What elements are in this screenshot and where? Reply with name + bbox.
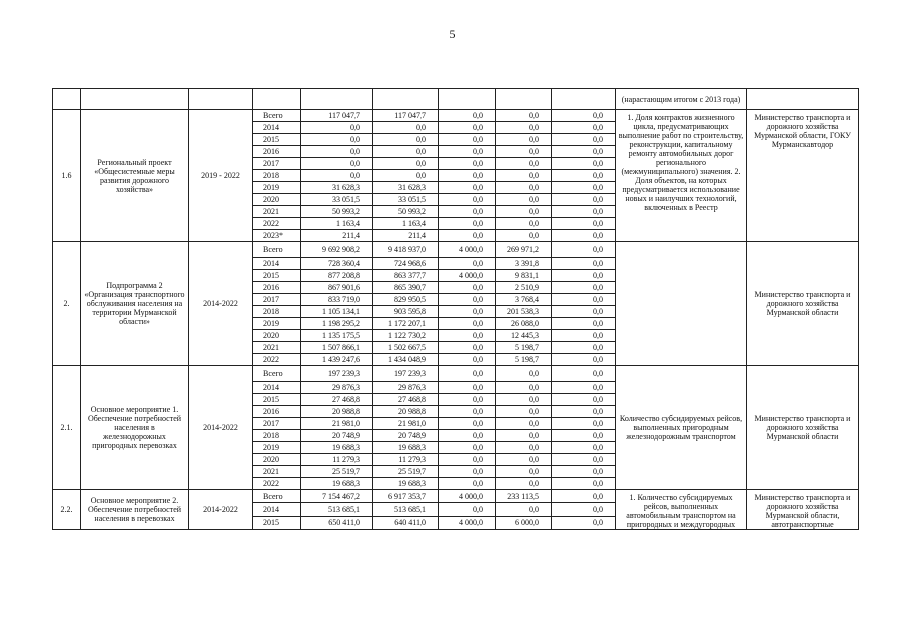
indicator-cell: 1. Количество субсидируемых рейсов, выполненных автомобильным транспортом на пригородных и междугородных	[616, 490, 747, 530]
value-cell: 4 000,0	[439, 270, 496, 282]
value-cell: 0,0	[439, 478, 496, 490]
value-cell: 31 628,3	[301, 182, 373, 194]
value-cell: 0,0	[552, 122, 616, 134]
year-cell: 2021	[253, 342, 301, 354]
value-cell: 1 434 048,9	[373, 354, 439, 366]
value-cell: 1 122 730,2	[373, 330, 439, 342]
value-cell: 0,0	[439, 258, 496, 270]
value-cell: 0,0	[552, 454, 616, 466]
value-cell: 0,0	[552, 194, 616, 206]
year-cell: 2014	[253, 503, 301, 516]
value-cell: 233 113,5	[496, 490, 552, 503]
executor-cell: Министерство транспорта и дорожного хозяйства Мурманской области	[747, 242, 859, 366]
value-cell: 0,0	[439, 318, 496, 330]
value-cell: 0,0	[552, 406, 616, 418]
value-cell: 0,0	[552, 230, 616, 242]
value-cell: 1 198 295,2	[301, 318, 373, 330]
period: 2014-2022	[189, 366, 253, 490]
value-cell: 0,0	[552, 503, 616, 516]
value-cell: 0,0	[552, 170, 616, 182]
value-cell: 0,0	[552, 306, 616, 318]
value-cell: 0,0	[301, 122, 373, 134]
indicator-continuation: (нарастающим итогом с 2013 года)	[616, 89, 747, 110]
value-cell: 0,0	[439, 306, 496, 318]
value-cell: 19 688,3	[373, 442, 439, 454]
value-cell: 0,0	[496, 442, 552, 454]
value-cell: 0,0	[496, 170, 552, 182]
value-cell: 0,0	[552, 218, 616, 230]
value-cell: 9 831,1	[496, 270, 552, 282]
value-cell: 269 971,2	[496, 242, 552, 258]
value-cell: 0,0	[552, 270, 616, 282]
header-continuation-row	[53, 89, 859, 110]
value-cell: 0,0	[496, 382, 552, 394]
value-cell: 0,0	[496, 466, 552, 478]
value-cell: 1 163,4	[373, 218, 439, 230]
value-cell: 0,0	[552, 516, 616, 529]
indicator-cell: Количество субсидируемых рейсов, выполненных пригородным железнодорожным транспортом	[616, 366, 747, 490]
value-cell: 6 000,0	[496, 516, 552, 529]
value-cell: 0,0	[552, 342, 616, 354]
value-cell: 29 876,3	[373, 382, 439, 394]
value-cell: 0,0	[496, 454, 552, 466]
table-row	[53, 490, 859, 503]
year-cell: Всего	[253, 490, 301, 503]
value-cell: 19 688,3	[301, 478, 373, 490]
value-cell: 0,0	[301, 146, 373, 158]
year-cell: 2018	[253, 430, 301, 442]
value-cell: 19 688,3	[373, 478, 439, 490]
value-cell: 21 981,0	[373, 418, 439, 430]
value-cell: 117 047,7	[373, 110, 439, 122]
value-cell: 0,0	[496, 182, 552, 194]
value-cell: 0,0	[439, 182, 496, 194]
value-cell: 0,0	[496, 194, 552, 206]
value-cell: 1 105 134,1	[301, 306, 373, 318]
value-cell: 0,0	[552, 282, 616, 294]
value-cell: 4 000,0	[439, 490, 496, 503]
value-cell: 0,0	[552, 294, 616, 306]
year-cell: Всего	[253, 110, 301, 122]
value-cell: 33 051,5	[373, 194, 439, 206]
year-cell: 2018	[253, 170, 301, 182]
period: 2014-2022	[189, 490, 253, 530]
value-cell: 0,0	[373, 134, 439, 146]
value-cell: 0,0	[496, 418, 552, 430]
value-cell: 1 439 247,6	[301, 354, 373, 366]
value-cell: 0,0	[496, 218, 552, 230]
value-cell: 0,0	[496, 146, 552, 158]
value-cell: 0,0	[552, 182, 616, 194]
value-cell: 0,0	[439, 342, 496, 354]
value-cell: 0,0	[373, 146, 439, 158]
value-cell: 2 510,9	[496, 282, 552, 294]
value-cell: 3 391,8	[496, 258, 552, 270]
value-cell: 0,0	[439, 354, 496, 366]
period: 2014-2022	[189, 242, 253, 366]
value-cell: 26 088,0	[496, 318, 552, 330]
value-cell: 0,0	[439, 503, 496, 516]
year-cell: 2017	[253, 294, 301, 306]
value-cell: 50 993,2	[373, 206, 439, 218]
value-cell: 0,0	[552, 242, 616, 258]
year-cell: 2019	[253, 182, 301, 194]
value-cell: 0,0	[552, 206, 616, 218]
value-cell: 0,0	[496, 230, 552, 242]
value-cell: 865 390,7	[373, 282, 439, 294]
value-cell: 5 198,7	[496, 354, 552, 366]
value-cell: 0,0	[552, 134, 616, 146]
year-cell: 2021	[253, 466, 301, 478]
table-row	[53, 242, 859, 258]
value-cell: 0,0	[552, 490, 616, 503]
year-cell: 2019	[253, 318, 301, 330]
value-cell: 833 719,0	[301, 294, 373, 306]
value-cell: 0,0	[373, 158, 439, 170]
value-cell: 20 988,8	[373, 406, 439, 418]
value-cell: 903 595,8	[373, 306, 439, 318]
value-cell: 0,0	[496, 406, 552, 418]
value-cell: 0,0	[552, 382, 616, 394]
year-cell: 2016	[253, 146, 301, 158]
value-cell: 197 239,3	[301, 366, 373, 382]
indicator-cell	[616, 242, 747, 366]
value-cell: 0,0	[496, 110, 552, 122]
value-cell: 20 748,9	[373, 430, 439, 442]
value-cell: 0,0	[552, 258, 616, 270]
value-cell: 0,0	[439, 382, 496, 394]
year-cell: 2022	[253, 478, 301, 490]
value-cell: 0,0	[496, 158, 552, 170]
year-cell: Всего	[253, 242, 301, 258]
executor-cell: Министерство транспорта и дорожного хозяйства Мурманской области, ГОКУ Мурманскавтодор	[747, 110, 859, 242]
year-cell: 2019	[253, 442, 301, 454]
row-number: 2.	[53, 242, 81, 366]
year-cell: 2014	[253, 122, 301, 134]
value-cell: 117 047,7	[301, 110, 373, 122]
value-cell: 0,0	[373, 122, 439, 134]
year-cell: 2017	[253, 158, 301, 170]
value-cell: 11 279,3	[373, 454, 439, 466]
value-cell: 5 198,7	[496, 342, 552, 354]
value-cell: 11 279,3	[301, 454, 373, 466]
value-cell: 0,0	[552, 394, 616, 406]
value-cell: 0,0	[496, 503, 552, 516]
value-cell: 0,0	[439, 170, 496, 182]
value-cell: 0,0	[373, 170, 439, 182]
value-cell: 0,0	[439, 146, 496, 158]
value-cell: 0,0	[552, 110, 616, 122]
year-cell: 2020	[253, 330, 301, 342]
year-cell: 2020	[253, 454, 301, 466]
value-cell: 20 988,8	[301, 406, 373, 418]
period: 2019 - 2022	[189, 110, 253, 242]
value-cell: 211,4	[373, 230, 439, 242]
value-cell: 1 502 667,5	[373, 342, 439, 354]
value-cell: 0,0	[552, 330, 616, 342]
value-cell: 0,0	[439, 230, 496, 242]
value-cell: 0,0	[439, 454, 496, 466]
value-cell: 0,0	[496, 366, 552, 382]
value-cell: 9 692 908,2	[301, 242, 373, 258]
executor-cell: Министерство транспорта и дорожного хозяйства Мурманской области	[747, 366, 859, 490]
value-cell: 867 901,6	[301, 282, 373, 294]
value-cell: 0,0	[439, 430, 496, 442]
value-cell: 4 000,0	[439, 516, 496, 529]
program-name: Региональный проект «Общесистемные меры развития дорожного хозяйства»	[81, 110, 189, 242]
value-cell: 513 685,1	[301, 503, 373, 516]
year-cell: 2016	[253, 282, 301, 294]
program-name: Основное мероприятие 1. Обеспечение потребностей населения в железнодорожных пригородных перевозках	[81, 366, 189, 490]
value-cell: 1 507 866,1	[301, 342, 373, 354]
value-cell: 0,0	[552, 418, 616, 430]
value-cell: 0,0	[439, 218, 496, 230]
value-cell: 3 768,4	[496, 294, 552, 306]
value-cell: 1 172 207,1	[373, 318, 439, 330]
year-cell: 2015	[253, 134, 301, 146]
value-cell: 0,0	[496, 430, 552, 442]
value-cell: 877 208,8	[301, 270, 373, 282]
year-cell: 2015	[253, 270, 301, 282]
value-cell: 0,0	[439, 466, 496, 478]
value-cell: 1 163,4	[301, 218, 373, 230]
executor-cell: Министерство транспорта и дорожного хозяйства Мурманской области, автотранспортные	[747, 490, 859, 530]
value-cell: 0,0	[496, 134, 552, 146]
value-cell: 25 519,7	[301, 466, 373, 478]
value-cell: 12 445,3	[496, 330, 552, 342]
value-cell: 6 917 353,7	[373, 490, 439, 503]
program-table	[52, 88, 859, 530]
row-number: 1.6	[53, 110, 81, 242]
value-cell: 0,0	[552, 430, 616, 442]
value-cell: 33 051,5	[301, 194, 373, 206]
value-cell: 0,0	[439, 158, 496, 170]
value-cell: 0,0	[496, 394, 552, 406]
value-cell: 197 239,3	[373, 366, 439, 382]
value-cell: 0,0	[439, 442, 496, 454]
year-cell: 2018	[253, 306, 301, 318]
value-cell: 0,0	[496, 122, 552, 134]
value-cell: 0,0	[439, 134, 496, 146]
value-cell: 0,0	[301, 134, 373, 146]
value-cell: 728 360,4	[301, 258, 373, 270]
value-cell: 27 468,8	[373, 394, 439, 406]
program-name: Основное мероприятие 2. Обеспечение потребностей населения в перевозках	[81, 490, 189, 530]
value-cell: 0,0	[552, 146, 616, 158]
value-cell: 4 000,0	[439, 242, 496, 258]
indicator-cell: 1. Доля контрактов жизненного цикла, предусматривающих выполнение работ по строительству, реконструкции, капитальному ремонту автомобильных дорог регионального (межмуниципального) значения. 2. Доля объектов, на которых предусматривается использование новых и наилучших технологий, включенных в Реестр	[616, 110, 747, 242]
table-row	[53, 110, 859, 122]
value-cell: 0,0	[439, 206, 496, 218]
value-cell: 650 411,0	[301, 516, 373, 529]
year-cell: 2020	[253, 194, 301, 206]
value-cell: 0,0	[439, 406, 496, 418]
value-cell: 21 981,0	[301, 418, 373, 430]
value-cell: 0,0	[552, 466, 616, 478]
value-cell: 0,0	[552, 354, 616, 366]
value-cell: 0,0	[439, 282, 496, 294]
year-cell: 2014	[253, 258, 301, 270]
value-cell: 27 468,8	[301, 394, 373, 406]
value-cell: 0,0	[496, 206, 552, 218]
year-cell: 2021	[253, 206, 301, 218]
year-cell: 2015	[253, 394, 301, 406]
value-cell: 0,0	[301, 170, 373, 182]
value-cell: 0,0	[496, 478, 552, 490]
value-cell: 829 950,5	[373, 294, 439, 306]
year-cell: 2023*	[253, 230, 301, 242]
year-cell: 2017	[253, 418, 301, 430]
value-cell: 0,0	[552, 318, 616, 330]
value-cell: 9 418 937,0	[373, 242, 439, 258]
value-cell: 201 538,3	[496, 306, 552, 318]
year-cell: 2016	[253, 406, 301, 418]
year-cell: 2022	[253, 218, 301, 230]
value-cell: 640 411,0	[373, 516, 439, 529]
value-cell: 0,0	[552, 366, 616, 382]
value-cell: 19 688,3	[301, 442, 373, 454]
value-cell: 29 876,3	[301, 382, 373, 394]
value-cell: 0,0	[439, 294, 496, 306]
value-cell: 0,0	[552, 158, 616, 170]
value-cell: 0,0	[439, 194, 496, 206]
value-cell: 20 748,9	[301, 430, 373, 442]
value-cell: 31 628,3	[373, 182, 439, 194]
program-name: Подпрограмма 2 «Организация транспортного обслуживания населения на территории Мурманской области»	[81, 242, 189, 366]
value-cell: 724 968,6	[373, 258, 439, 270]
value-cell: 0,0	[552, 478, 616, 490]
value-cell: 7 154 467,2	[301, 490, 373, 503]
value-cell: 0,0	[439, 122, 496, 134]
value-cell: 0,0	[552, 442, 616, 454]
row-number: 2.1.	[53, 366, 81, 490]
value-cell: 1 135 175,5	[301, 330, 373, 342]
year-cell: 2014	[253, 382, 301, 394]
table-row	[53, 366, 859, 382]
value-cell: 513 685,1	[373, 503, 439, 516]
value-cell: 0,0	[439, 366, 496, 382]
page-number: 5	[449, 27, 456, 41]
row-number: 2.2.	[53, 490, 81, 530]
value-cell: 25 519,7	[373, 466, 439, 478]
year-cell: Всего	[253, 366, 301, 382]
value-cell: 50 993,2	[301, 206, 373, 218]
year-cell: 2015	[253, 516, 301, 529]
value-cell: 0,0	[301, 158, 373, 170]
value-cell: 0,0	[439, 110, 496, 122]
value-cell: 0,0	[439, 330, 496, 342]
value-cell: 0,0	[439, 418, 496, 430]
value-cell: 0,0	[439, 394, 496, 406]
value-cell: 863 377,7	[373, 270, 439, 282]
value-cell: 211,4	[301, 230, 373, 242]
year-cell: 2022	[253, 354, 301, 366]
